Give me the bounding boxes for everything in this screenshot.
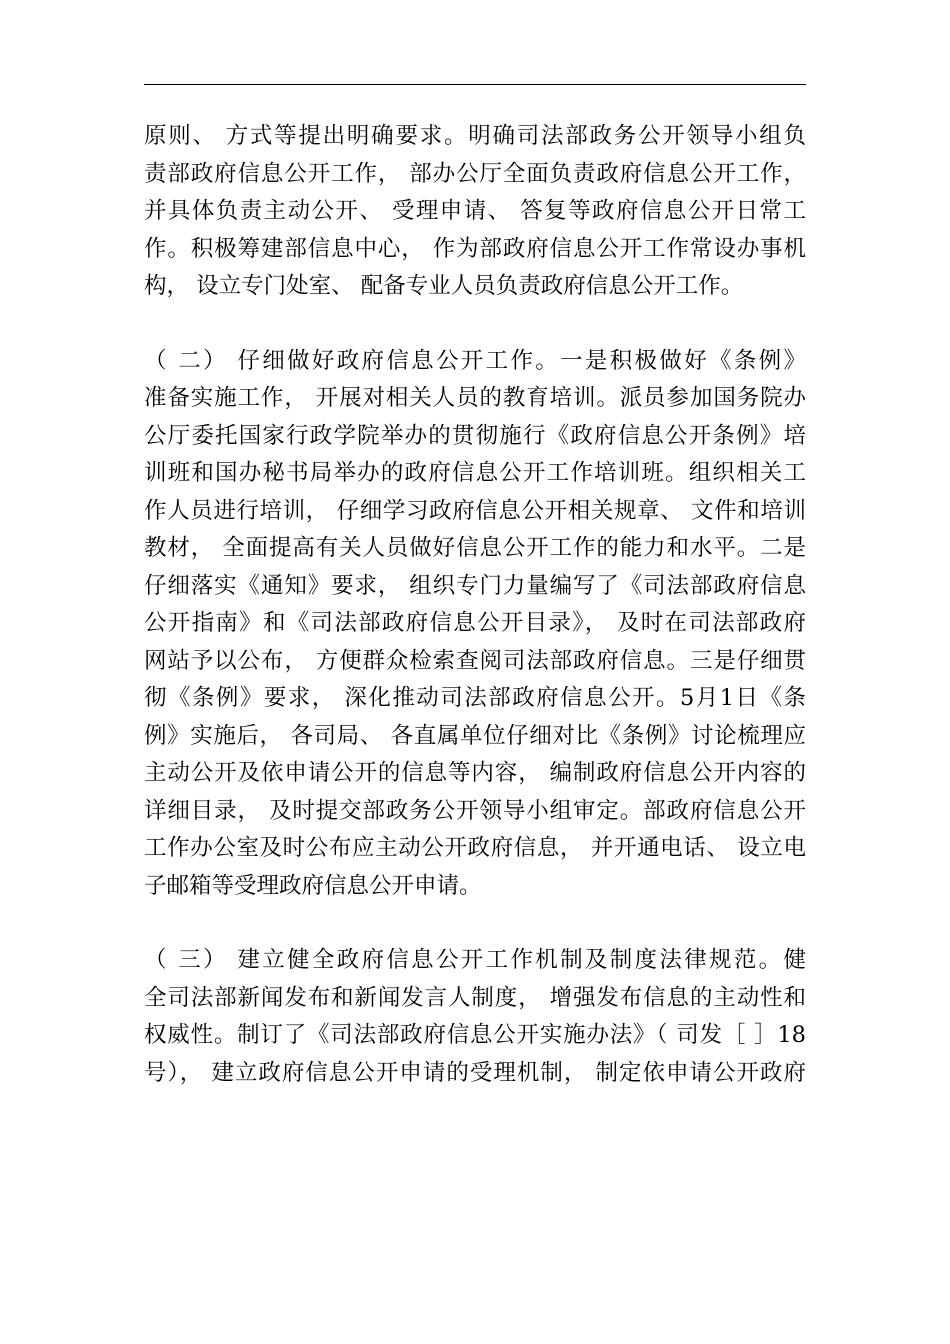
text-line: 全司法部新闻发布和新闻发言人制度， 增强发布信息的主动性和	[144, 984, 806, 1011]
header-rule	[144, 84, 806, 85]
paragraph-2	[144, 343, 806, 906]
document-body	[144, 118, 806, 1092]
text-line: （ 三） 建立健全政府信息公开工作机制及制度法律规范。健	[144, 947, 806, 973]
text-line: 准备实施工作， 开展对相关人员的教育培训。派员参加国务院办	[144, 385, 806, 411]
text-line: 教材， 全面提高有关人员做好信息公开工作的能力和水平。二是	[144, 535, 806, 561]
text-line: 公厅委托国家行政学院举办的贯彻施行《政府信息公开条例》培	[144, 422, 806, 449]
text-line: 构， 设立专门处室、 配备专业人员负责政府信息公开工作。	[144, 273, 744, 299]
text-line: 作人员进行培训， 仔细学习政府信息公开相关规章、 文件和培训	[144, 497, 806, 524]
paragraph-1	[144, 118, 806, 306]
text-line: 仔细落实《通知》要求， 组织专门力量编写了《司法部政府信息	[144, 572, 806, 599]
text-line: 公开指南》和《司法部政府信息公开目录》， 及时在司法部政府	[144, 610, 806, 636]
text-line: 号）， 建立政府信息公开申请的受理机制， 制定依申请公开政府	[144, 1059, 806, 1086]
text-line: 例》实施后， 各司局、 各直属单位仔细对比《条例》讨论梳理应	[144, 722, 806, 749]
text-line: 主动公开及依申请公开的信息等内容， 编制政府信息公开内容的	[144, 760, 806, 786]
text-line: 原则、 方式等提出明确要求。明确司法部政务公开领导小组负	[144, 123, 806, 149]
text-line: 权威性。制订了《司法部政府信息公开实施办法》（ 司发［ ］18	[144, 1022, 806, 1048]
text-line: 并具体负责主动公开、 受理申请、 答复等政府信息公开日常工	[144, 198, 806, 224]
text-line: 作。积极筹建部信息中心， 作为部政府信息公开工作常设办事机	[144, 235, 806, 262]
text-line: 子邮箱等受理政府信息公开申请。	[144, 872, 482, 899]
text-line: 详细目录， 及时提交部政务公开领导小组审定。部政府信息公开	[144, 797, 806, 824]
text-line: 训班和国办秘书局举办的政府信息公开工作培训班。组织相关工	[144, 460, 806, 486]
paragraph-3	[144, 942, 806, 1092]
text-line: 工作办公室及时公布应主动公开政府信息， 并开通电话、 设立电	[144, 835, 806, 861]
text-line: 网站予以公布， 方便群众检索查阅司法部政府信息。三是仔细贯	[144, 647, 806, 674]
text-line: 彻《条例》要求， 深化推动司法部政府信息公开。5月1日《条	[144, 685, 806, 711]
text-line: （ 二） 仔细做好政府信息公开工作。一是积极做好《条例》	[144, 347, 806, 374]
paragraph-gap	[144, 905, 806, 942]
text-line: 责部政府信息公开工作， 部办公厅全面负责政府信息公开工作，	[144, 160, 806, 187]
paragraph-gap	[144, 306, 806, 343]
